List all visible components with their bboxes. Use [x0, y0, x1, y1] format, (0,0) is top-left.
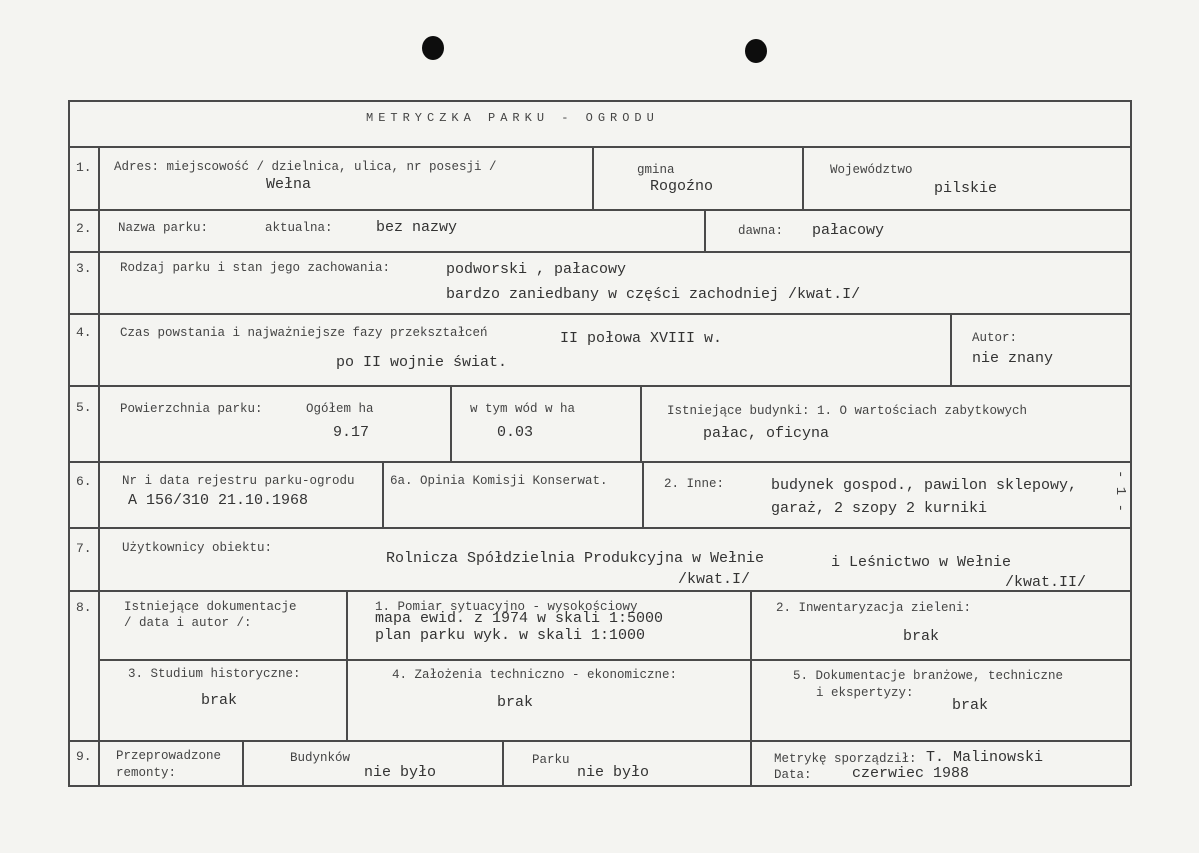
row-number-9: 9.	[76, 749, 92, 764]
row-1-top	[68, 146, 1130, 148]
repairs-label-1: Przeprowadzone	[116, 749, 222, 763]
documentation-label-1: Istniejące dokumentacje	[124, 600, 297, 614]
park-name-label: Nazwa parku:	[118, 221, 209, 235]
park-repairs-value: nie było	[577, 764, 650, 781]
row-2-top	[68, 209, 1130, 211]
r1-div-b	[802, 146, 804, 210]
row-number-4: 4.	[76, 325, 92, 340]
register-label: Nr i data rejestru parku-ogrodu	[122, 474, 355, 488]
historical-study-value: brak	[201, 692, 238, 709]
users-value-1b: i Leśnictwo w Wełnie	[831, 554, 1012, 571]
park-type-label: Rodzaj parku i stan jego zachowania:	[120, 261, 391, 275]
gmina-value: Rogoźno	[650, 178, 714, 195]
other-buildings-value-1: budynek gospod., pawilon sklepowy,	[771, 477, 1078, 494]
greenery-inventory-value: brak	[903, 628, 940, 645]
former-name-label: dawna:	[738, 224, 784, 238]
greenery-inventory-label: 2. Inwentaryzacja zieleni:	[776, 601, 972, 615]
other-buildings-label: 2. Inne:	[664, 477, 725, 491]
r8-div-a	[346, 590, 348, 741]
r2-div	[704, 209, 706, 252]
row-number-1: 1.	[76, 160, 92, 175]
gmina-label: gmina	[637, 163, 675, 177]
row-number-8: 8.	[76, 600, 92, 615]
date-value: czerwiec 1988	[852, 765, 970, 782]
total-area-value: 9.17	[333, 424, 370, 441]
row-number-3: 3.	[76, 261, 92, 276]
users-label: Użytkownicy obiektu:	[122, 541, 273, 555]
row-7-top	[68, 527, 1130, 529]
historic-buildings-value: pałac, oficyna	[703, 425, 830, 442]
origin-value: II połowa XVIII w.	[560, 330, 723, 347]
author-label: Autor:	[972, 331, 1018, 345]
page-number: - 1 -	[1112, 470, 1128, 513]
punch-hole-right	[745, 39, 767, 63]
row-4-top	[68, 313, 1130, 315]
frame-top	[68, 100, 1130, 102]
date-label: Data:	[774, 768, 812, 782]
row-9-top	[68, 740, 1130, 742]
frame-right	[1130, 100, 1132, 786]
row-8-top	[68, 590, 1130, 592]
prepared-by-label: Metrykę sporządził:	[774, 752, 917, 766]
area-label: Powierzchnia parku:	[120, 402, 263, 416]
current-name-label: aktualna:	[265, 221, 333, 235]
water-area-label: w tym wód w ha	[470, 402, 576, 416]
r1-div-a	[592, 146, 594, 210]
total-area-label: Ogółem ha	[306, 402, 374, 416]
author-value: nie znany	[972, 350, 1054, 367]
row-number-7: 7.	[76, 541, 92, 556]
buildings-repairs-value: nie było	[364, 764, 437, 781]
form-title: METRYCZKA PARKU - OGRODU	[366, 111, 659, 125]
park-condition-value: bardzo zaniedbany w części zachodniej /kwat.I/	[446, 286, 861, 303]
origin-label: Czas powstania i najważniejsze fazy przekształceń	[120, 326, 488, 340]
address-value: Wełna	[266, 176, 312, 193]
former-name-value: pałacowy	[812, 222, 885, 239]
number-column-divider	[98, 146, 100, 786]
r6-div-a	[382, 461, 384, 528]
r9-div-a	[242, 740, 244, 786]
branch-docs-label-2: i ekspertyzy:	[816, 686, 914, 700]
historical-study-label: 3. Studium historyczne:	[128, 667, 301, 681]
users-value-1: Rolnicza Spółdzielnia Produkcyjna w Wełnie	[386, 550, 765, 567]
register-value: A 156/310 21.10.1968	[128, 492, 309, 509]
transformation-value: po II wojnie świat.	[336, 354, 508, 371]
survey-label: 1. Pomiar sytuacyjno - wysokościowy	[375, 600, 638, 614]
address-label: Adres: miejscowość / dzielnica, ulica, nr posesji /	[114, 160, 497, 174]
technical-assumptions-value: brak	[497, 694, 534, 711]
other-buildings-value-2: garaż, 2 szopy 2 kurniki	[771, 500, 988, 517]
historic-buildings-label: Istniejące budynki: 1. O wartościach zabytkowych	[667, 404, 1028, 418]
row-3-top	[68, 251, 1130, 253]
frame-bottom	[68, 785, 1130, 787]
r6-div-b	[642, 461, 644, 528]
row-number-6: 6.	[76, 474, 92, 489]
park-type-value: podworski , pałacowy	[446, 261, 627, 278]
row-8-mid	[100, 659, 1130, 661]
branch-docs-label-1: 5. Dokumentacje branżowe, techniczne	[793, 669, 1064, 683]
prepared-by-value: T. Malinowski	[926, 749, 1044, 766]
row-number-2: 2.	[76, 221, 92, 236]
row-6-top	[68, 461, 1130, 463]
row-5-top	[68, 385, 1130, 387]
buildings-repairs-label: Budynków	[290, 751, 351, 765]
r8-div-b	[750, 590, 752, 741]
conservator-opinion-label: 6a. Opinia Komisji Konserwat.	[390, 474, 608, 488]
branch-docs-value: brak	[952, 697, 989, 714]
documentation-label-2: / data i autor /:	[124, 616, 252, 630]
row-number-5: 5.	[76, 400, 92, 415]
r5-div-a	[450, 385, 452, 462]
voivodeship-value: pilskie	[934, 180, 998, 197]
survey-value-2: plan parku wyk. w skali 1:1000	[375, 627, 646, 644]
voivodeship-label: Województwo	[830, 163, 913, 177]
repairs-label-2: remonty:	[116, 766, 177, 780]
users-value-2b: /kwat.II/	[1005, 574, 1087, 591]
current-name-value: bez nazwy	[376, 219, 458, 236]
survey-value-1: mapa ewid. z 1974 w skali 1:5000	[375, 610, 664, 627]
r4-div	[950, 313, 952, 386]
r5-div-b	[640, 385, 642, 462]
punch-hole-left	[422, 36, 444, 60]
water-area-value: 0.03	[497, 424, 534, 441]
technical-assumptions-label: 4. Założenia techniczno - ekonomiczne:	[392, 668, 678, 682]
users-value-2: /kwat.I/	[678, 571, 751, 588]
r9-div-b	[502, 740, 504, 786]
park-repairs-label: Parku	[532, 753, 570, 767]
r9-div-c	[750, 740, 752, 786]
frame-left	[68, 100, 70, 786]
